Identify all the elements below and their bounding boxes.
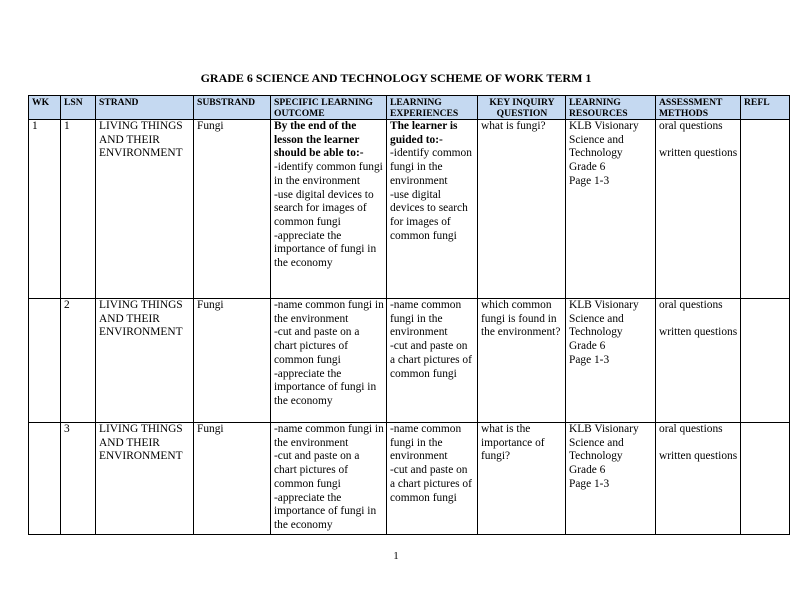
header-learning-resources: LEARNING RESOURCES xyxy=(566,96,656,120)
week-cell: 1 xyxy=(29,120,61,299)
substrand-cell: Fungi xyxy=(194,299,271,423)
header-learning-experiences: LEARNING EXPERIENCES xyxy=(387,96,478,120)
substrand-text: Fungi xyxy=(197,120,224,132)
substrand-cell xyxy=(194,120,271,299)
learning-resources-cell: KLB Visionary Science and Technology Grade 6 Page 1-3 xyxy=(566,120,656,299)
learning-outcome-cell: -name common fungi in the environment -cut and paste on a chart pictures of common fungi -appreciate the importance of fungi in the economy xyxy=(271,423,387,535)
header-strand: STRAND xyxy=(96,96,194,120)
header-reflection: REFL xyxy=(741,96,790,120)
lesson-cell: 1 xyxy=(61,120,96,299)
key-inquiry-question-cell: what is the importance of fungi? xyxy=(478,423,566,535)
header-substrand: SUBSTRAND xyxy=(194,96,271,120)
assessment-oral: oral questions xyxy=(659,423,723,435)
table-row xyxy=(29,299,790,423)
header-wk: WK xyxy=(29,96,61,120)
key-inquiry-question-cell: which common fungi is found in the environment? xyxy=(478,299,566,423)
lesson-cell: 2 xyxy=(61,299,96,423)
header-key-inquiry-question: KEY INQUIRY QUESTION xyxy=(478,96,566,120)
assessment-written: written questions xyxy=(659,147,738,160)
header-lsn: LSN xyxy=(61,96,96,120)
learning-experiences-cell: -name common fungi in the environment -cut and paste on a chart pictures of common fungi xyxy=(387,299,478,423)
strand-cell: LIVING THINGS AND THEIR ENVIRONMENT xyxy=(96,120,194,299)
learning-outcome-cell xyxy=(271,120,387,299)
key-inquiry-question-cell: what is fungi? xyxy=(478,120,566,299)
reflection-cell xyxy=(741,423,790,535)
learning-outcome-cell: -name common fungi in the environment -cut and paste on a chart pictures of common fungi -appreciate the importance of fungi in the economy xyxy=(271,299,387,423)
header-specific-learning-outcome: SPECIFIC LEARNING OUTCOME xyxy=(271,96,387,120)
substrand-cell xyxy=(194,423,271,535)
reflection-cell xyxy=(741,299,790,423)
assessment-methods-cell xyxy=(656,299,741,423)
learning-experiences-cell xyxy=(387,120,478,299)
document-title: GRADE 6 SCIENCE AND TECHNOLOGY SCHEME OF WORK TERM 1 xyxy=(200,71,592,85)
assessment-methods-cell xyxy=(656,120,741,299)
learning-outcome-intro: By the end of the lesson the learner should be able to:- xyxy=(274,120,364,160)
learning-experiences-cell: -name common fungi in the environment -cut and paste on a chart pictures of common fungi xyxy=(387,423,478,535)
assessment-written: written questions xyxy=(659,326,738,339)
assessment-methods-cell xyxy=(656,423,741,535)
week-cell xyxy=(29,423,61,535)
lesson-cell: 3 xyxy=(61,423,96,535)
scheme-of-work-table xyxy=(28,95,790,535)
week-cell xyxy=(29,299,61,423)
learning-experiences-text: -identify common fungi in the environment -use digital devices to search for images of common fungi xyxy=(390,147,472,242)
assessment-oral: oral questions xyxy=(659,299,723,311)
table-row xyxy=(29,423,790,535)
strand-cell: LIVING THINGS AND THEIR ENVIRONMENT xyxy=(96,423,194,535)
learning-outcome-text: -identify common fungi in the environment -use digital devices to search for images of common fungi -appreciate the importance of fungi in the economy xyxy=(274,161,383,270)
learning-experiences-intro: The learner is guided to:- xyxy=(390,120,458,146)
strand-cell: LIVING THINGS AND THEIR ENVIRONMENT xyxy=(96,299,194,423)
assessment-written: written questions xyxy=(659,450,738,463)
learning-resources-cell: KLB Visionary Science and Technology Grade 6 Page 1-3 xyxy=(566,299,656,423)
learning-resources-cell: KLB Visionary Science and Technology Grade 6 Page 1-3 xyxy=(566,423,656,535)
header-row xyxy=(29,96,790,120)
header-assessment-methods: ASSESSMENT METHODS xyxy=(656,96,741,120)
table-row xyxy=(29,120,790,299)
reflection-cell xyxy=(741,120,790,299)
substrand-text: Fungi xyxy=(197,423,224,435)
page-number: 1 xyxy=(393,550,399,562)
assessment-oral: oral questions xyxy=(659,120,723,132)
